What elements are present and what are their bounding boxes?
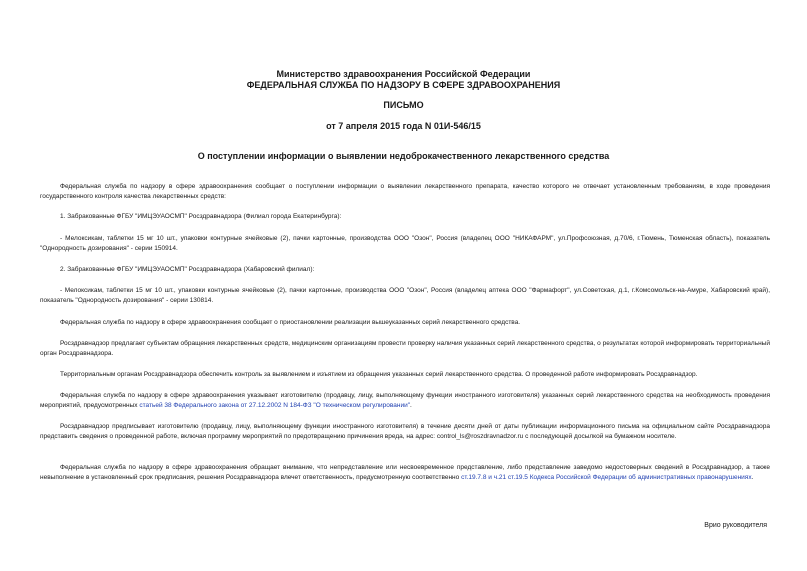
service-name: ФЕДЕРАЛЬНАЯ СЛУЖБА ПО НАДЗОРУ В СФЕРЕ ЗДРАВООХРАНЕНИЯ [246,80,561,90]
federal-law-link[interactable]: статьей 38 Федерального закона от 27.12.2002 N 184-ФЗ "О техническом регулировании" [139,401,411,409]
signature-title: Врио руководителя [704,522,767,529]
paragraph-9-text: Федеральная служба по надзору в сфере здравоохранения указывает изготовителю (продавцу, лицу, выполняющему функции иностранного изготовителя) указанных серий лекарственного средства на необходимость проведения мероприятий, предусмотренных [40,392,770,409]
paragraph-10: Росздравнадзор предписывает изготовителю (продавцу, лицу, выполняющему функции иностранного изготовителя) в течение десяти дней от даты публикации информационного письма на официальном сайте Росздравнадзора представить сведения о проведенной работе, включая программу мероприятий по предотвращению причинения вреда, на адрес: control_ls@roszdravnadzor.ru с последующей досылкой на бумажном носителе. [40,423,770,440]
paragraph-8: Территориальным органам Росздравнадзора обеспечить контроль за выявлением и изъятием из обращения указанных серий лекарственного средства. О проведенной работе информировать Росздравнадзор. [60,371,698,378]
paragraph-1: Федеральная служба по надзору в сфере здравоохранения сообщает о поступлении информации о выявлении лекарственного препарата, качество которого не отвечает установленным требованиям, в ходе проведения государственного контроля качества лекарственных средств: [40,183,770,200]
paragraph-9 [40,391,770,410]
administrative-code-link[interactable]: ст.19.7.8 и ч.21 ст.19.5 Кодекса Российской Федерации об административных правонарушениях [461,473,752,481]
paragraph-9-end: . [410,401,412,409]
paragraph-6: Федеральная служба по надзору в сфере здравоохранения сообщает о приостановлении реализации вышеуказанных серий лекарственного средства. [60,319,521,326]
paragraph-11 [40,463,770,482]
document-date-number: от 7 апреля 2015 года N 01И-546/15 [326,121,481,131]
document-title: О поступлении информации о выявлении недоброкачественного лекарственного средства [197,151,610,161]
document-type: ПИСЬМО [383,100,424,110]
ministry-name: Министерство здравоохранения Российской Федерации [276,69,531,79]
paragraph-3: - Мелоксикам, таблетки 15 мг 10 шт., упаковки контурные ячейковые (2), пачки картонные, производства ООО "Озон", Россия (владелец ООО "НИКАФАРМ", ул.Профсоюзная, д.70/6, г.Тюмень, Тюменская область), показатель "Однородность дозирования" - серии 150914. [40,235,770,252]
paragraph-7: Росздравнадзор предлагает субъектам обращения лекарственных средств, медицинским организациям провести проверку наличия указанных серий лекарственного средства, о результатах которой информировать территориальный орган Росздравнадзора. [40,340,770,357]
paragraph-5: - Мелоксикам, таблетки 15 мг 10 шт., упаковки контурные ячейковые (2), пачки картонные, производства ООО "Озон", Россия (владелец аптека ООО "Фармафорт", ул.Советская, д.1, г.Комсомольск-на-Амуре, Хабаровский край), показатель "Однородность дозирования" - серии 130814. [40,287,770,304]
paragraph-2: 1. Забракованные ФГБУ "ИМЦЭУАОСМП" Росздравнадзора (Филиал города Екатеринбурга): [60,213,342,220]
paragraph-4: 2. Забракованные ФГБУ "ИМЦЭУАОСМП" Росздравнадзора (Хабаровский филиал): [60,266,315,273]
paragraph-11-end: . [751,473,754,481]
paragraph-11-text: Федеральная служба по надзору в сфере здравоохранения обращает внимание, что непредставление или несвоевременное представление, либо представление заведомо недостоверных сведений в Росздравнадзор, а также невыполнение в установленный срок предписания, решения Росздравнадзора влечет ответственность, предусмотренную соответственно [40,464,770,481]
